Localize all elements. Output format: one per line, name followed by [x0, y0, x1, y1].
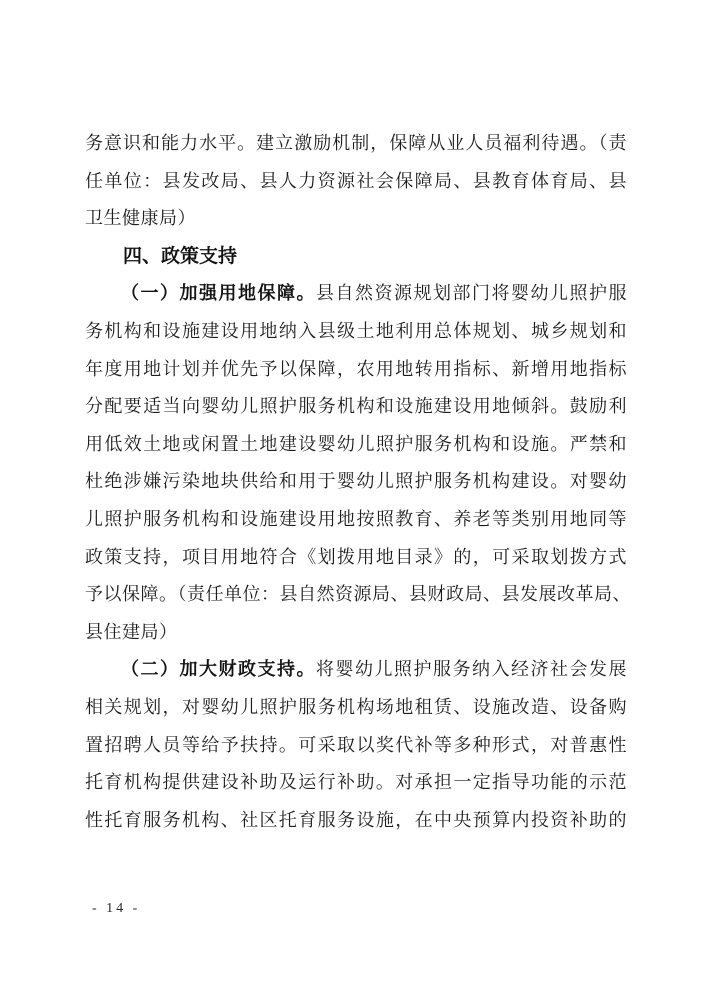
- body-text-line: 托育机构提供建设补助及运行补助。对承担一定指导功能的示范: [85, 772, 627, 793]
- body-text-line: 置招聘人员等给予扶持。可采取以奖代补等多种形式，对普惠性: [85, 734, 627, 755]
- paragraph-lead: （二）加大财政支持。: [121, 659, 316, 680]
- section-heading: 四、政策支持: [123, 245, 238, 267]
- paragraph-first-line: [85, 275, 627, 313]
- body-text-line: 杜绝涉嫌污染地块供给和用于婴幼儿照护服务机构建设。对婴幼: [85, 471, 627, 492]
- paragraph-text: 将婴幼儿照护服务纳入经济社会发展: [316, 659, 627, 680]
- body-text-line: 用低效土地或闲置土地建设婴幼儿照护服务机构和设施。严禁和: [85, 433, 627, 454]
- body-text-line: 任单位：县发改局、县人力资源社会保障局、县教育体育局、县: [85, 170, 627, 191]
- body-text-line: 务意识和能力水平。建立激励机制，保障从业人员福利待遇。（责: [85, 133, 627, 153]
- body-text-line: 性托育服务机构、社区托育服务设施，在中央预算内投资补助的: [85, 809, 627, 830]
- body-text-line: 务机构和设施建设用地纳入县级土地利用总体规划、城乡规划和: [85, 320, 627, 341]
- body-text-line: 县住建局）: [85, 621, 178, 642]
- body-text-line: 分配要适当向婴幼儿照护服务机构和设施建设用地倾斜。鼓励利: [85, 396, 627, 417]
- paragraph-first-line: [85, 651, 627, 689]
- body-text-line: 政策支持，项目用地符合《划拨用地目录》的，可采取划拨方式: [85, 546, 627, 567]
- body-text-line: 相关规划，对婴幼儿照护服务机构场地租赁、设施改造、设备购: [85, 696, 627, 717]
- body-text-line: 年度用地计划并优先予以保障，农用地转用指标、新增用地指标: [85, 358, 627, 379]
- paragraph-lead: （一）加强用地保障。: [121, 283, 316, 304]
- document-body: [85, 125, 631, 839]
- body-text-line: 儿照护服务机构和设施建设用地按照教育、养老等类别用地同等: [85, 508, 627, 529]
- paragraph-text: 县自然资源规划部门将婴幼儿照护服: [316, 283, 627, 304]
- page-number: - 14 -: [92, 901, 141, 916]
- body-text-line: 予以保障。（责任单位：县自然资源局、县财政局、县发展改革局、: [85, 584, 631, 605]
- body-text-line: 卫生健康局）: [85, 208, 196, 229]
